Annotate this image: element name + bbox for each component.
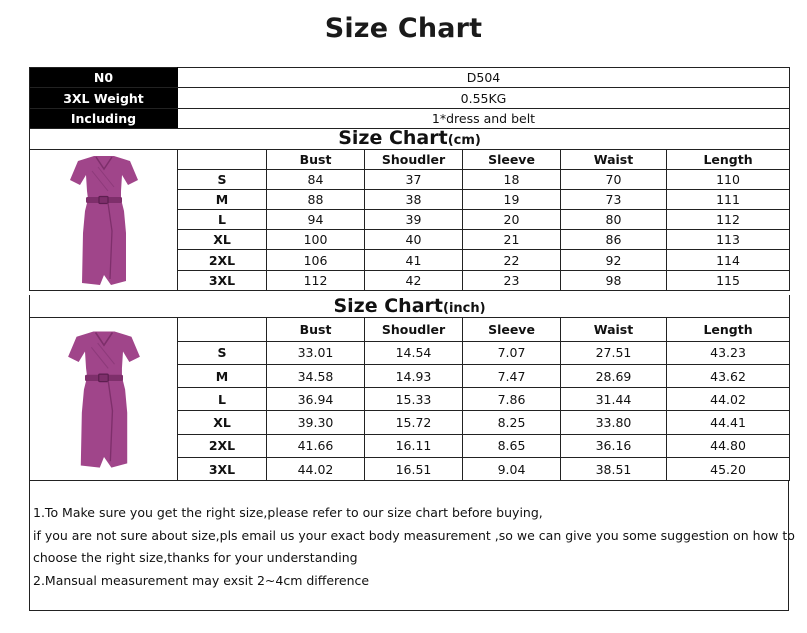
column-header: Sleeve bbox=[463, 318, 561, 341]
table-cell: 42 bbox=[365, 270, 463, 290]
table-cell: 100 bbox=[267, 230, 365, 250]
table-cell: 98 bbox=[561, 270, 667, 290]
table-cell: 39.30 bbox=[267, 411, 365, 434]
table-cell: 14.54 bbox=[365, 341, 463, 364]
table-cell: 15.72 bbox=[365, 411, 463, 434]
info-row bbox=[30, 68, 790, 88]
product-info-table bbox=[29, 67, 790, 129]
table-cell: 23 bbox=[463, 270, 561, 290]
table-cell: 7.07 bbox=[463, 341, 561, 364]
dress-image bbox=[68, 153, 140, 287]
table-cell: 43.62 bbox=[667, 364, 790, 387]
table-cell: 14.93 bbox=[365, 364, 463, 387]
table-cell: 28.69 bbox=[561, 364, 667, 387]
table-cell: 15.33 bbox=[365, 388, 463, 411]
size-label: XL bbox=[178, 411, 267, 434]
table-cell: 40 bbox=[365, 230, 463, 250]
size-label: M bbox=[178, 190, 267, 210]
column-header: Sleeve bbox=[463, 150, 561, 170]
size-label: L bbox=[178, 210, 267, 230]
dress-body-shape bbox=[68, 332, 140, 468]
table-cell: 92 bbox=[561, 250, 667, 270]
cm-unit-label: (cm) bbox=[447, 133, 481, 148]
table-cell: 37 bbox=[365, 170, 463, 190]
column-header: Length bbox=[667, 318, 790, 341]
column-header: Shoudler bbox=[365, 150, 463, 170]
table-cell: 110 bbox=[667, 170, 790, 190]
table-cell: 114 bbox=[667, 250, 790, 270]
size-label: 3XL bbox=[178, 458, 267, 481]
table-cell: 36.94 bbox=[267, 388, 365, 411]
inch-section-title: Size Chart(inch) bbox=[30, 295, 790, 318]
header-blank bbox=[178, 150, 267, 170]
table-cell: 16.11 bbox=[365, 434, 463, 457]
table-cell: 45.20 bbox=[667, 458, 790, 481]
table-cell: 111 bbox=[667, 190, 790, 210]
info-label: Including bbox=[30, 108, 178, 128]
table-header-row bbox=[30, 150, 790, 170]
table-cell: 41.66 bbox=[267, 434, 365, 457]
dress-image-cell bbox=[30, 150, 178, 291]
column-header: Shoudler bbox=[365, 318, 463, 341]
header-blank bbox=[178, 318, 267, 341]
info-value: 0.55KG bbox=[178, 88, 790, 108]
note-line: choose the right size,thanks for your understanding bbox=[33, 550, 358, 565]
size-label: 2XL bbox=[178, 434, 267, 457]
dress-image-cell bbox=[30, 318, 178, 481]
table-cell: 38 bbox=[365, 190, 463, 210]
note-line: if you are not sure about size,pls email us your exact body measurement ,so we can give you some suggestion on how to bbox=[33, 527, 795, 543]
table-cell: 33.01 bbox=[267, 341, 365, 364]
note-line: 1.To Make sure you get the right size,please refer to our size chart before buying, bbox=[33, 505, 543, 520]
table-cell: 39 bbox=[365, 210, 463, 230]
size-chart-cm-table bbox=[29, 127, 790, 291]
dress-image bbox=[66, 325, 142, 473]
table-cell: 43.23 bbox=[667, 341, 790, 364]
info-row bbox=[30, 108, 790, 128]
notes-box bbox=[29, 481, 795, 611]
inch-unit-label: (inch) bbox=[443, 301, 486, 317]
table-cell: 7.86 bbox=[463, 388, 561, 411]
info-value: D504 bbox=[178, 68, 790, 88]
table-cell: 18 bbox=[463, 170, 561, 190]
column-header: Bust bbox=[267, 318, 365, 341]
table-cell: 34.58 bbox=[267, 364, 365, 387]
table-cell: 70 bbox=[561, 170, 667, 190]
table-cell: 36.16 bbox=[561, 434, 667, 457]
table-cell: 44.80 bbox=[667, 434, 790, 457]
dress-belt-shape bbox=[86, 197, 122, 203]
table-cell: 44.41 bbox=[667, 411, 790, 434]
table-cell: 9.04 bbox=[463, 458, 561, 481]
table-cell: 44.02 bbox=[267, 458, 365, 481]
note-line: 2.Mansual measurement may exsit 2~4cm difference bbox=[33, 572, 370, 588]
info-label: N0 bbox=[30, 68, 178, 88]
size-label: XL bbox=[178, 230, 267, 250]
table-cell: 73 bbox=[561, 190, 667, 210]
size-chart-inch-table bbox=[29, 295, 790, 481]
table-cell: 31.44 bbox=[561, 388, 667, 411]
info-label: 3XL Weight bbox=[30, 88, 178, 108]
table-cell: 22 bbox=[463, 250, 561, 270]
table-cell: 106 bbox=[267, 250, 365, 270]
size-label: S bbox=[178, 170, 267, 190]
table-cell: 80 bbox=[561, 210, 667, 230]
section-title-row bbox=[30, 295, 790, 318]
column-header: Waist bbox=[561, 318, 667, 341]
page-title: Size Chart bbox=[324, 13, 483, 44]
table-cell: 16.51 bbox=[365, 458, 463, 481]
table-cell: 115 bbox=[667, 270, 790, 290]
table-cell: 8.65 bbox=[463, 434, 561, 457]
table-cell: 33.80 bbox=[561, 411, 667, 434]
info-value: 1*dress and belt bbox=[178, 108, 790, 128]
table-cell: 38.51 bbox=[561, 458, 667, 481]
table-cell: 86 bbox=[561, 230, 667, 250]
section-title-row bbox=[30, 127, 790, 150]
size-label: L bbox=[178, 388, 267, 411]
size-label: 2XL bbox=[178, 250, 267, 270]
table-cell: 8.25 bbox=[463, 411, 561, 434]
table-cell: 7.47 bbox=[463, 364, 561, 387]
column-header: Waist bbox=[561, 150, 667, 170]
table-cell: 88 bbox=[267, 190, 365, 210]
column-header: Bust bbox=[267, 150, 365, 170]
table-cell: 112 bbox=[267, 270, 365, 290]
table-cell: 27.51 bbox=[561, 341, 667, 364]
table-cell: 112 bbox=[667, 210, 790, 230]
table-cell: 41 bbox=[365, 250, 463, 270]
table-cell: 113 bbox=[667, 230, 790, 250]
table-cell: 19 bbox=[463, 190, 561, 210]
table-cell: 94 bbox=[267, 210, 365, 230]
table-cell: 84 bbox=[267, 170, 365, 190]
table-cell: 20 bbox=[463, 210, 561, 230]
table-header-row bbox=[30, 318, 790, 341]
size-label: M bbox=[178, 364, 267, 387]
size-label: S bbox=[178, 341, 267, 364]
dress-belt-shape bbox=[85, 375, 123, 381]
size-label: 3XL bbox=[178, 270, 267, 290]
table-cell: 21 bbox=[463, 230, 561, 250]
column-header: Length bbox=[667, 150, 790, 170]
dress-body-shape bbox=[70, 156, 138, 285]
cm-section-title: Size Chart(cm) bbox=[30, 127, 790, 150]
info-row bbox=[30, 88, 790, 108]
table-cell: 44.02 bbox=[667, 388, 790, 411]
